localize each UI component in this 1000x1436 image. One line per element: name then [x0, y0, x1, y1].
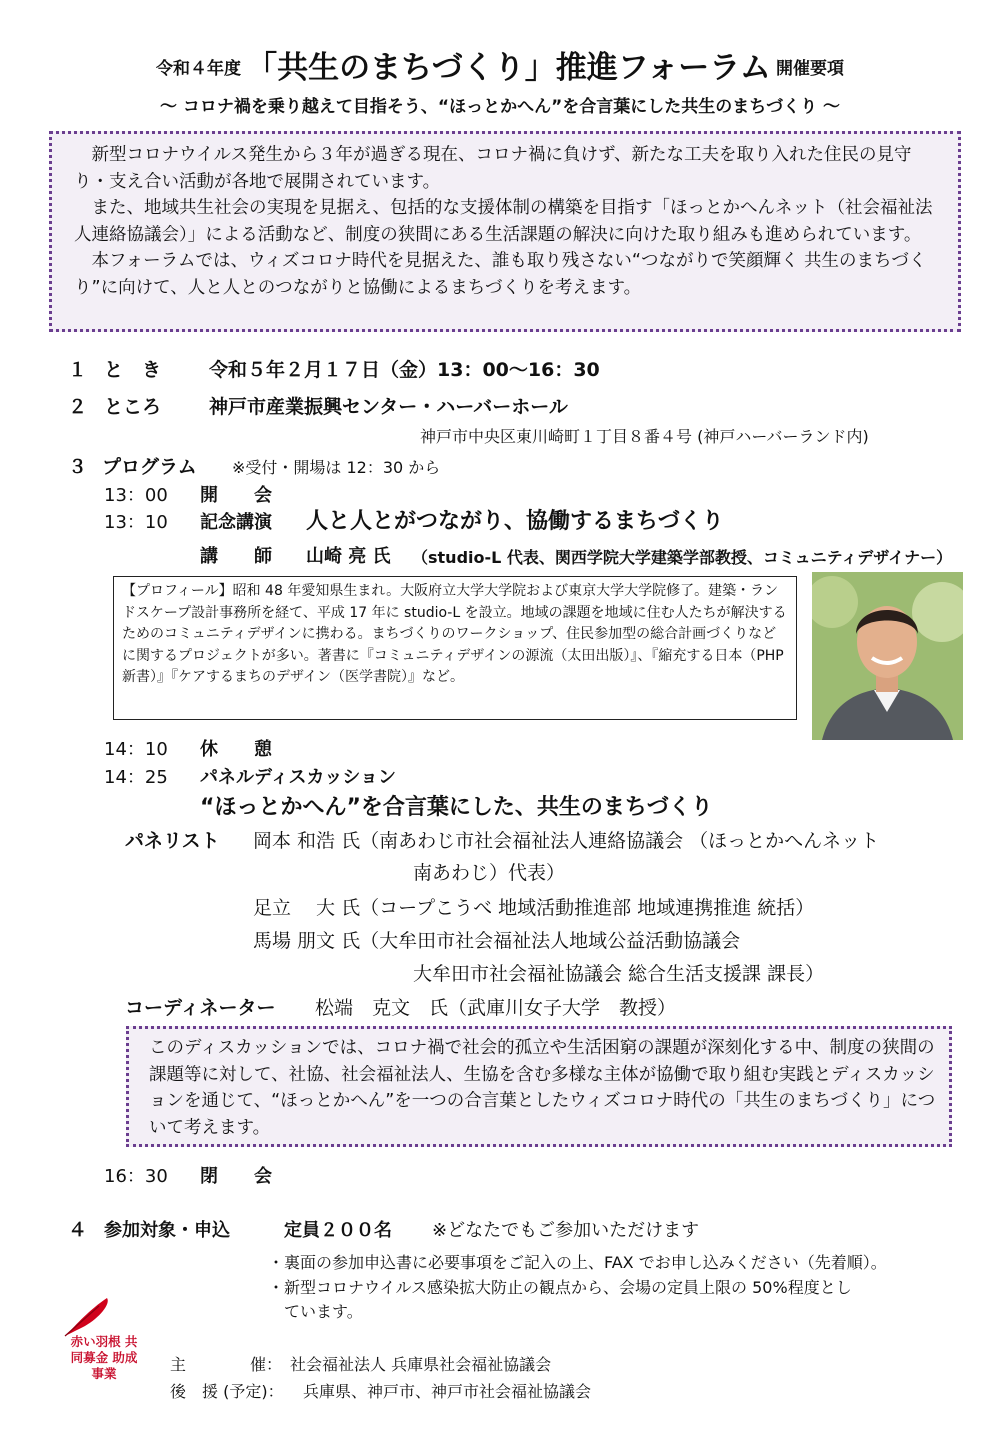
program-time: 16：30	[104, 1166, 168, 1187]
section-2-label: ところ	[104, 396, 162, 418]
coordinator-entry: 松端 克文 氏（武庫川女子大学 教授）	[315, 997, 677, 1019]
panelist-entry: 足立 大 氏（コープこうべ 地域活動推進部 地域連携推進 統括）	[253, 897, 815, 919]
panelist-entry: 馬場 朋文 氏（大牟田市社会福祉法人地域公益活動協議会	[253, 930, 741, 952]
section-3-label: プログラム	[102, 456, 197, 478]
program-label: パネルディスカッション	[200, 767, 397, 788]
support-label: 後 援 (予定)：	[170, 1382, 284, 1401]
title-suffix: 開催要項	[776, 59, 845, 79]
intro-paragraph: 新型コロナウイルス発生から３年が過ぎる現在、コロナ禍に負けず、新たな工夫を取り入れた住民の見守り・支え合い活動が各地で展開されています。	[74, 145, 912, 192]
section-3-number: ３	[68, 456, 88, 478]
subtitle: ～ コロナ禍を乗り越えて目指そう、“ほっとかへん”を合言葉にした共生のまちづくり ～	[159, 97, 840, 117]
program-label: 記念講演	[200, 512, 272, 533]
intro-paragraph: 本フォーラムでは、ウィズコロナ時代を見据えた、誰も取り残さない“つながりで笑顔輝く 共生のまちづくり”に向けて、人と人とのつながりと協働によるまちづくりを考えます。	[74, 251, 927, 298]
program-time: 13：10	[104, 512, 168, 533]
program-time: 14：10	[104, 739, 168, 760]
program-label: 休 憩	[200, 739, 272, 760]
panelist-entry: 南あわじ）代表）	[413, 862, 566, 884]
program-time: 14：25	[104, 767, 168, 788]
lecturer-label: 講 師	[200, 546, 272, 567]
application-bullet: ・裏面の参加申込書に必要事項をご記入の上、FAX でお申し込みください（先着順）。	[268, 1253, 887, 1272]
lecturer-affiliation: （studio-L 代表、関西学院大学建築学部教授、コミュニティデザイナー）	[412, 548, 953, 567]
section-1-number: １	[68, 359, 88, 381]
support: 兵庫県、神戸市、神戸市社会福祉協議会	[303, 1382, 592, 1401]
lecturer-photo	[812, 572, 963, 740]
section-3-note: ※受付・開場は 12：30 から	[232, 458, 441, 477]
section-1-value: 令和５年２月１７日（金）13：00～16：30	[209, 359, 600, 381]
application-bullet: ています。	[284, 1302, 363, 1321]
title-year: 令和４年度	[155, 59, 241, 79]
red-feather-icon	[59, 1294, 119, 1338]
section-2-number: ２	[68, 396, 88, 418]
section-4-label: 参加対象・申込	[104, 1220, 230, 1241]
discussion-text: このディスカッションでは、コロナ禍で社会的孤立や生活困窮の課題が深刻化する中、制度の狭間の課題等に対して、社協、社会福祉法人、生協を含む多様な主体が協働で取り組む実践とディスカッションを通じて、“ほっとかへん”を一つの合言葉としたウィズコロナ時代の「共生のまちづくり」について考えます。	[149, 1038, 936, 1138]
panel-title: “ほっとかへん”を合言葉にした、共生のまちづくり	[200, 795, 713, 820]
intro-paragraph: また、地域共生社会の実現を見据え、包括的な支援体制の構築を目指す「ほっとかへんネット（社会福祉法人連絡協議会）」による活動など、制度の狭間にある生活課題の解決に向けた取り組みも進められています。	[74, 198, 933, 245]
section-1-label: と き	[104, 359, 162, 381]
section-4-number: ４	[68, 1219, 88, 1241]
coordinator-label: コーディネーター	[125, 997, 276, 1019]
organizer-label: 主 催：	[170, 1355, 283, 1374]
program-label: 開 会	[200, 485, 272, 506]
venue-address: 神戸市中央区東川崎町１丁目８番４号 (神戸ハーバーランド内)	[420, 427, 869, 446]
intro-box	[49, 131, 961, 332]
panelist-label: パネリスト	[125, 830, 220, 852]
lecture-title: 人と人とがつながり、協働するまちづくり	[306, 509, 724, 534]
program-time: 13：00	[104, 485, 168, 506]
panelist-entry: 岡本 和浩 氏（南あわじ市社会福祉法人連絡協議会 （ほっとかへんネット	[253, 830, 880, 852]
profile-text: 【プロフィール】昭和 48 年愛知県生まれ。大阪府立大学大学院および東京大学大学院修了。建築・ランドスケープ設計事務所を経て、平成 17 年に studio-L を設立。地域の課題を地域に住む人たちが解決するためのコミュニティデザインに携わる。まちづくりのワークショップ、住民参加型の総合計画づくりなどに関するプロジェクトが多い。著書に『コミュニティデザインの源流（太田出版）』、『縮充する日本（PHP 新書）』『ケアするまちのデザイン（医学書院）』など。	[122, 583, 787, 685]
red-feather-logo	[55, 1294, 145, 1381]
section-2-value: 神戸市産業振興センター・ハーバーホール	[209, 396, 568, 418]
profile-box	[113, 576, 797, 720]
application-bullet: ・新型コロナウイルス感染拡大防止の観点から、会場の定員上限の 50%程度とし	[268, 1278, 852, 1297]
page-title	[0, 42, 1000, 87]
panelist-entry: 大牟田市社会福祉協議会 総合生活支援課 課長）	[413, 963, 825, 985]
person-photo-icon	[812, 572, 963, 740]
capacity: 定員２００名	[284, 1220, 392, 1241]
organizer: 社会福祉法人 兵庫県社会福祉協議会	[290, 1355, 552, 1374]
lecturer-name: 山崎 亮 氏	[306, 546, 391, 567]
discussion-box	[126, 1026, 952, 1147]
section-4-note: ※どなたでもご参加いただけます	[432, 1220, 700, 1241]
logo-text: 赤い羽根 共同募金 助成事業	[70, 1334, 138, 1381]
program-label: 閉 会	[200, 1166, 272, 1187]
title-main: 「共生のまちづくり」推進フォーラム	[246, 50, 771, 86]
